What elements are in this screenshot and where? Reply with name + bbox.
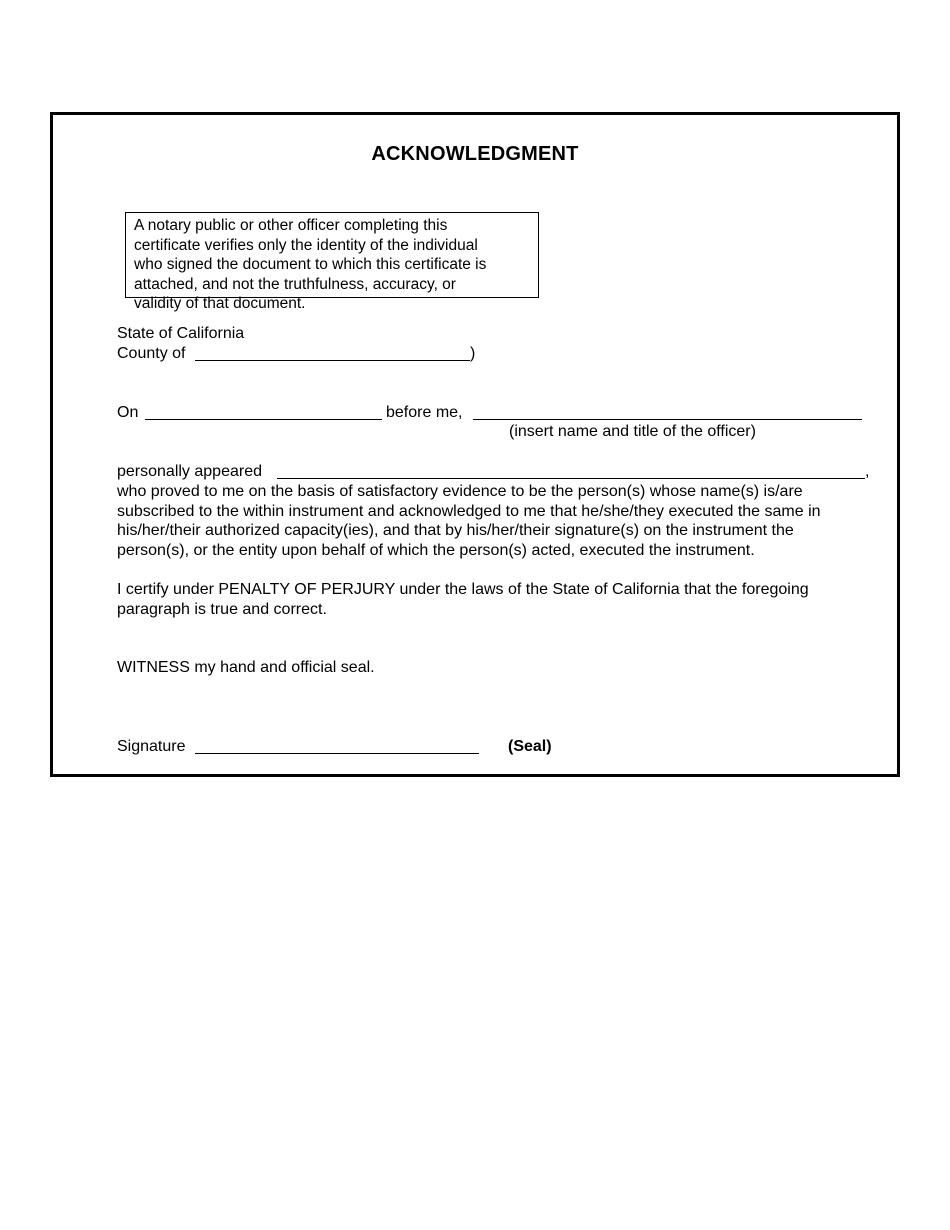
notice-line: A notary public or other officer completing this [134,217,448,234]
paragraph-line: subscribed to the within instrument and acknowledged to me that he/she/they executed the same in [117,502,821,520]
acknowledgment-form [50,112,900,777]
seal-label: (Seal) [508,738,552,755]
form-title: ACKNOWLEDGMENT [371,143,579,165]
before-me-label: before me, [386,404,463,421]
signature-field-line[interactable] [195,753,479,754]
witness-statement: WITNESS my hand and official seal. [117,659,375,676]
officer-name-field-line[interactable] [473,419,862,420]
signature-label: Signature [117,738,186,755]
paragraph-line: who proved to me on the basis of satisfactory evidence to be the person(s) whose name(s) is/are [117,483,803,500]
notice-line: certificate verifies only the identity of the individual [134,236,478,254]
paragraph-line: paragraph is true and correct. [117,600,327,618]
county-field-line[interactable] [195,360,470,361]
county-close-paren: ) [470,345,476,362]
appeared-comma: , [865,463,870,480]
state-label: State of California [117,325,245,342]
paragraph-line: person(s), or the entity upon behalf of which the person(s) acted, executed the instrument. [117,541,755,559]
on-label: On [117,404,139,421]
appeared-name-field-line[interactable] [277,478,865,479]
notice-line: validity of that document. [134,295,306,312]
paragraph-line: his/her/their authorized capacity(ies), and that by his/her/their signature(s) on the instrument the [117,522,794,539]
notice-line: attached, and not the truthfulness, accuracy, or [134,275,456,293]
notice-line: who signed the document to which this certificate is [134,256,487,273]
proved-paragraph [117,482,877,560]
county-label: County of [117,345,186,362]
notary-notice-box [125,212,539,312]
appeared-label: personally appeared [117,463,262,480]
date-field-line[interactable] [145,419,382,420]
officer-caption: (insert name and title of the officer) [509,423,756,440]
paragraph-line: I certify under PENALTY OF PERJURY under the laws of the State of California that the foregoing [117,581,809,598]
perjury-paragraph [117,580,877,619]
